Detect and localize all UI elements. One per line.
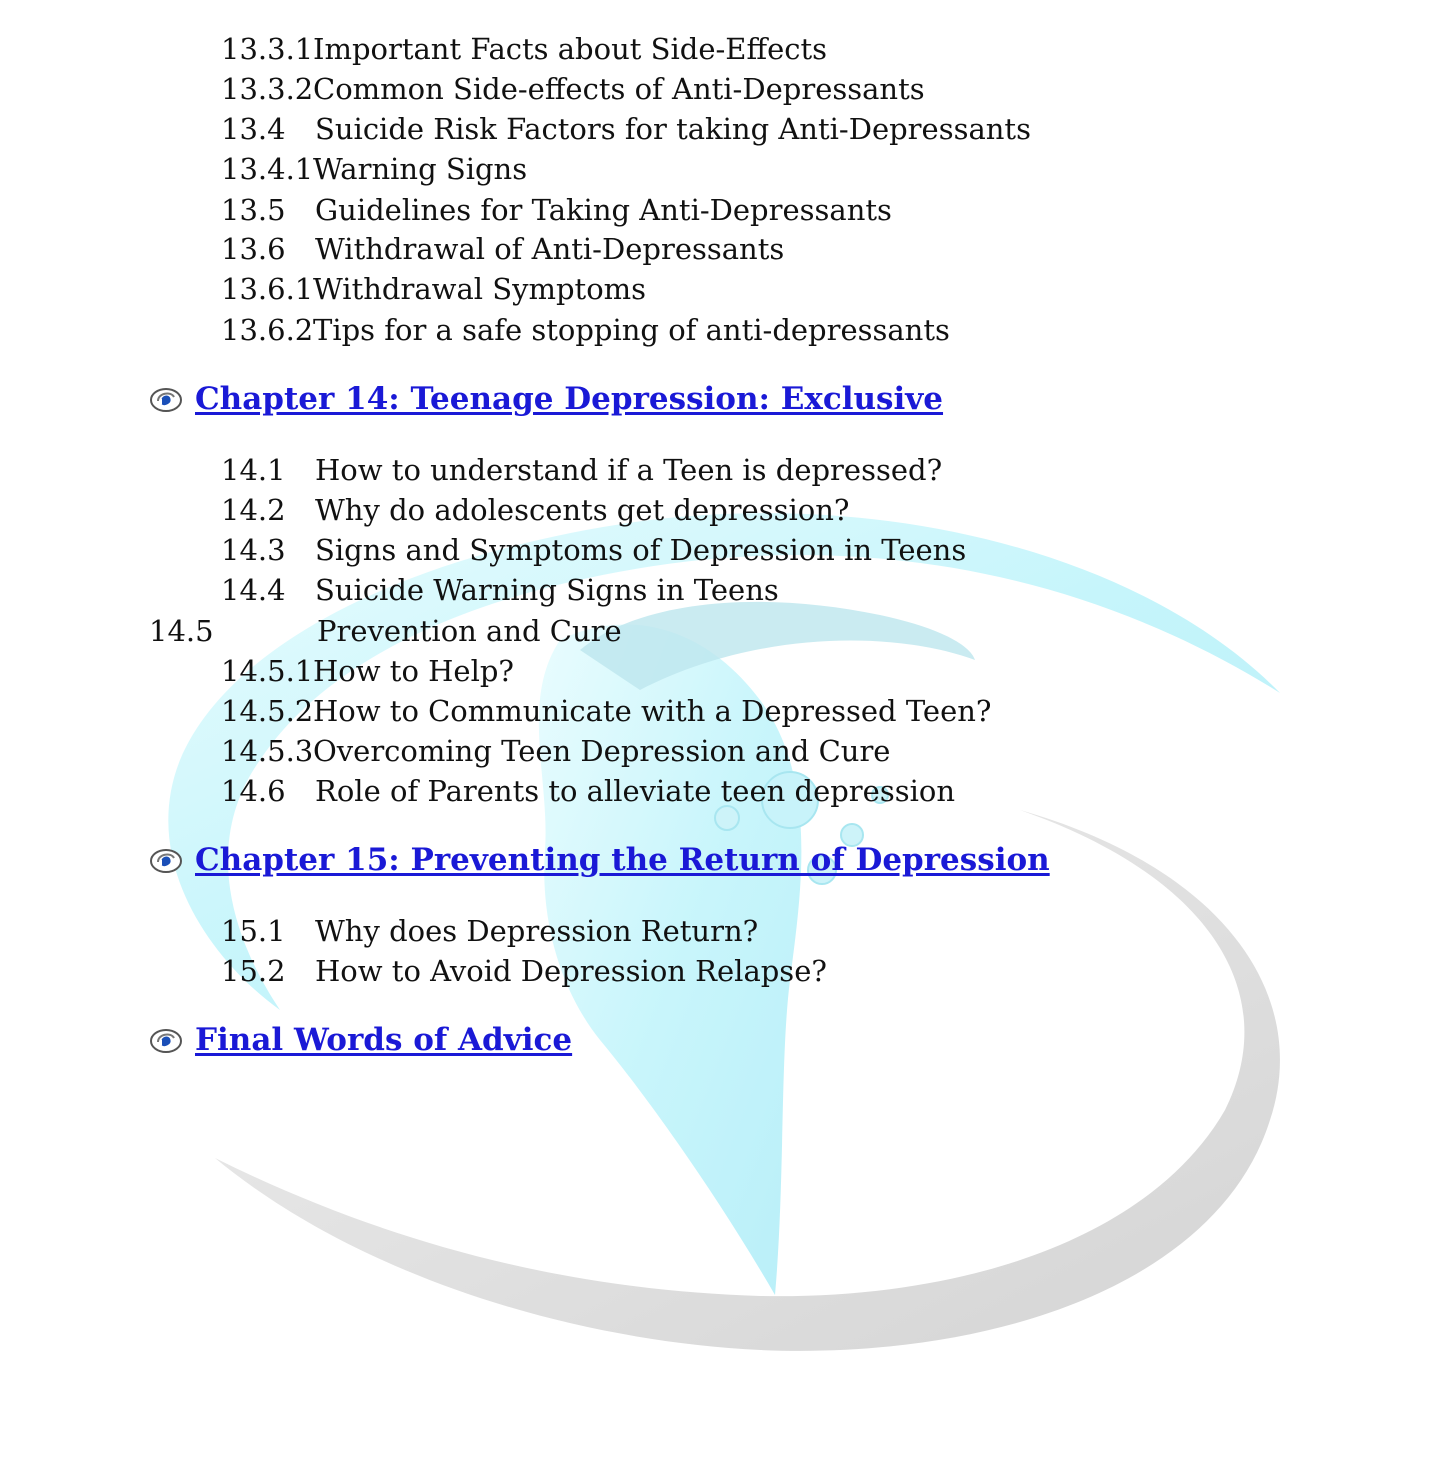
toc-entry-title: Common Side-effects of Anti-Depressants <box>313 72 925 106</box>
toc-entry-number: 13.4.1 <box>221 152 314 186</box>
toc-entry-title: Withdrawal of Anti-Depressants <box>315 232 785 266</box>
toc-entry-number: 13.5 <box>221 193 286 227</box>
spiral-bullet-icon <box>149 385 183 413</box>
spiral-bullet-icon <box>149 1026 183 1054</box>
toc-entry-title: How to Communicate with a Depressed Teen? <box>313 694 992 728</box>
toc-entry-title: Signs and Symptoms of Depression in Teens <box>315 533 967 567</box>
toc-entry-title: How to Avoid Depression Relapse? <box>315 954 827 988</box>
toc-entry-title: Why do adolescents get depression? <box>315 493 850 527</box>
chapter-14-link[interactable]: Chapter 14: Teenage Depression: Exclusive <box>195 381 944 417</box>
toc-entry-title: Why does Depression Return? <box>315 914 759 948</box>
toc-entry-number: 14.5 <box>149 614 214 648</box>
toc-entry-title: Warning Signs <box>313 152 528 186</box>
toc-entry-number: 14.3 <box>221 533 286 567</box>
toc-entry-title: Important Facts about Side-Effects <box>313 32 828 66</box>
chapter-15-link[interactable]: Chapter 15: Preventing the Return of Depression <box>195 842 1050 878</box>
toc-entry-title: Suicide Warning Signs in Teens <box>315 573 779 607</box>
toc-entry-title: Prevention and Cure <box>317 614 622 648</box>
toc-entry-number: 14.2 <box>221 493 286 527</box>
toc-entry-number: 13.6 <box>221 232 286 266</box>
spiral-bullet-icon <box>149 846 183 874</box>
toc-entry-number: 14.1 <box>221 453 286 487</box>
toc-entry-title: Withdrawal Symptoms <box>313 272 647 306</box>
toc-entry-number: 14.5.1 <box>221 654 314 688</box>
toc-entry-title: Overcoming Teen Depression and Cure <box>313 734 891 768</box>
toc-entry-number: 14.6 <box>221 774 286 808</box>
final-words-link[interactable]: Final Words of Advice <box>195 1022 573 1058</box>
toc-entry-title: How to understand if a Teen is depressed? <box>315 453 943 487</box>
toc-entry-number: 15.1 <box>221 914 286 948</box>
toc-entry-number: 14.4 <box>221 573 286 607</box>
toc-entry-title: Tips for a safe stopping of anti-depressants <box>313 313 950 347</box>
toc-entry-number: 14.5.3 <box>221 734 314 768</box>
toc-entry-number: 13.6.2 <box>221 313 314 347</box>
toc-entry-number: 13.4 <box>221 112 286 146</box>
toc-entry-number: 13.6.1 <box>221 272 314 306</box>
toc-entry-title: Guidelines for Taking Anti-Depressants <box>315 193 892 227</box>
toc-entry-title: Role of Parents to alleviate teen depression <box>315 774 955 808</box>
toc-entry-number: 13.3.1 <box>221 32 314 66</box>
toc-entry-number: 14.5.2 <box>221 694 314 728</box>
toc-entry-number: 15.2 <box>221 954 286 988</box>
toc-entry-title: Suicide Risk Factors for taking Anti-Depressants <box>315 112 1031 146</box>
toc-entry-number: 13.3.2 <box>221 72 314 106</box>
toc-entry-title: How to Help? <box>313 654 514 688</box>
